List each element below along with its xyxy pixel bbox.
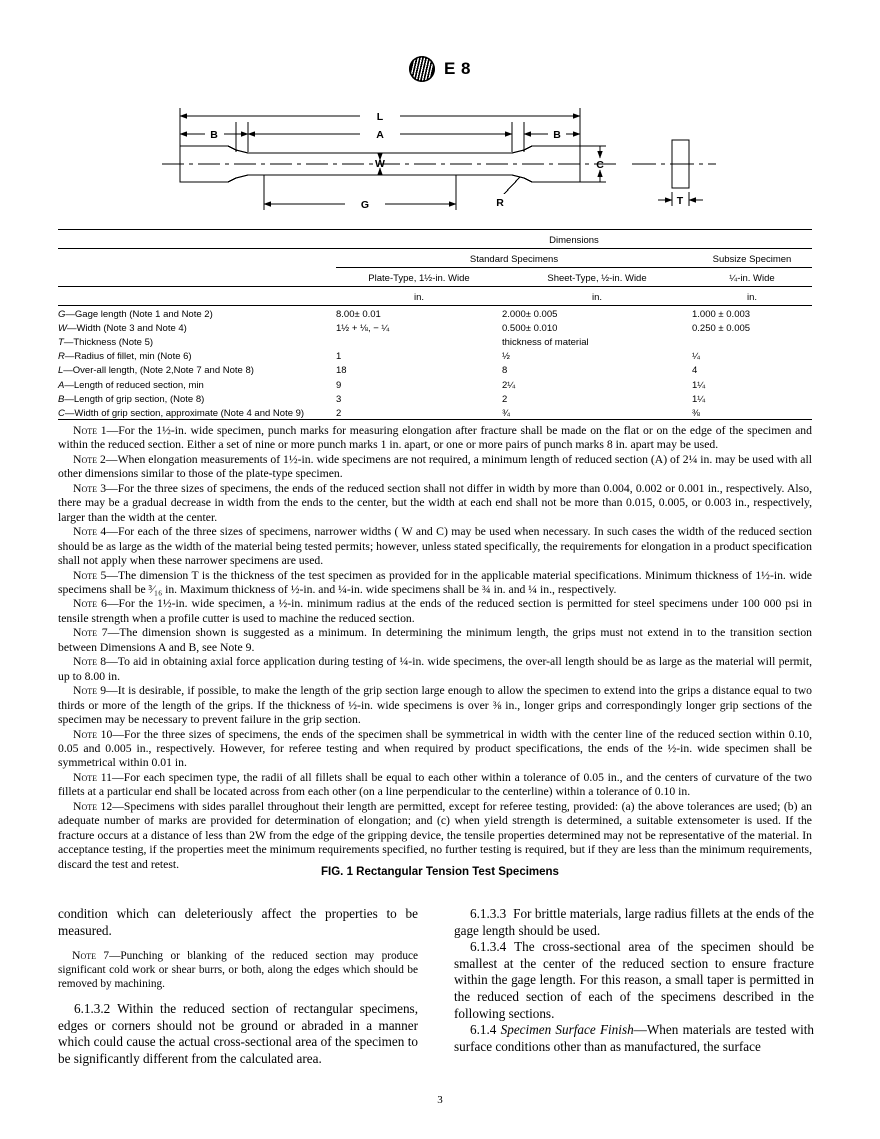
note-number: 10 [100,727,113,741]
row-value-sheet: 8 [502,365,508,377]
note-item [58,771,812,800]
label-grip-left: B [210,129,218,141]
note-label: Note [73,568,97,582]
unit-spacer [58,287,336,306]
section-number: 6.1.3.2 [74,1001,111,1017]
table-row [58,348,812,362]
note-item [58,626,812,655]
note-item [58,728,812,771]
table-row [58,391,812,405]
group-header-subsize: Subsize Specimen [692,249,812,268]
row-label-text: —Length of grip section, (Note 8) [64,393,205,405]
note-number: 4 [100,525,107,539]
row-value-subsize: 0.250 ± 0.005 [692,323,751,335]
unit-sheet: in. [502,287,692,306]
label-grip-width: C [596,159,604,171]
row-value-sheet: ½ [502,351,510,363]
row-label-text: —Gage length (Note 1 and Note 2) [65,309,213,321]
table-row [58,334,812,348]
table-row [58,306,812,321]
dimensions-table [58,229,812,420]
note-label: Note [73,424,97,437]
row-symbol: L [58,365,64,377]
row-label [58,405,336,420]
body-columns [58,906,814,1068]
note-text: —Punching or blanking of the reduced section may produce significant cold work or shear burrs, or both, along the edges which should be removed by machining. [58,950,418,991]
note-text: —The dimension shown is suggested as a minimum. In determining the minimum length, the grips must not extend in to the transition section between Dimensions A and B, see Note 9. [58,626,813,654]
note-number: 12 [100,799,113,813]
note-label: Note [73,481,97,495]
label-reduced-section: A [376,129,384,141]
note-number: 7 [101,626,108,640]
table-title-spacer [58,230,336,249]
note-item [58,597,812,626]
column-header-sheet: Sheet-Type, ½-in. Wide [502,268,692,287]
note-item [58,569,812,598]
note-number: 7 [103,950,110,963]
row-value-sheet: 2 [502,393,508,405]
figure-notes [58,424,812,872]
note-number: 5 [100,568,107,582]
row-label [58,334,336,348]
note-number: 11 [100,770,112,784]
table-group-header-row [58,249,812,268]
row-value-plate: 1½ + ⅛, − ¼ [336,323,390,335]
note-label: Note [72,949,96,963]
section-title: Specimen Surface Finish [500,1022,634,1038]
unit-plate: in. [336,287,502,306]
note-label: Note [73,727,97,741]
row-symbol: T [58,337,64,349]
row-label [58,391,336,405]
note-item [58,525,812,568]
section-paragraph [454,939,814,1022]
paragraph-continuation: condition which can deleteriously affect the properties to be measured. [58,906,418,938]
table-row [58,376,812,390]
specimen-diagram [0,100,880,222]
label-gage-length: G [360,199,370,211]
note-label: Note [73,597,97,611]
row-value-plate: 1 [336,351,342,363]
note-text: —To aid in obtaining axial force application during testing of ¼-in. wide specimens, the over-all length should be as large as the material will permit, up to 8.00 in. [58,655,813,683]
row-value-plate: 18 [336,365,347,377]
table-row [58,320,812,334]
table-unit-row [58,287,812,306]
row-label [58,306,336,321]
column-header-plate: Plate-Type, 1½-in. Wide [336,268,502,287]
section-number: 6.1.3.4 [470,939,507,955]
row-symbol: W [58,323,67,335]
note-item [58,482,812,525]
note-number: 1 [100,424,107,437]
note-text: —For the three sizes of specimens, the ends of the specimen shall be symmetrical in width with the center line of the reduced section within 0.10, 0.05 and 0.005 in., respectively. However, for referee testing and when required by product specifications, the ends of the ½-in. wide specimen shall be symmetrical within 0.01 in. [58,727,813,770]
label-overall-length: L [376,111,384,123]
column-header-spacer [58,268,336,287]
section-paragraph [454,1022,814,1055]
row-value-subsize: 1¼ [692,379,706,391]
row-value-subsize [692,334,812,348]
note-label: Note [73,626,97,640]
row-value-sheet: 0.500± 0.010 [502,323,558,335]
row-value-subsize: 4 [692,365,698,377]
row-value-plate: 9 [336,379,342,391]
note-item [58,424,812,453]
section-text: Within the reduced section of rectangular specimens, edges or corners should not be ground or abraded in a manner which could cause the actual cross-sectional area of the specimen to be significantly different from the calculated area. [58,1001,418,1066]
page-number: 3 [437,1094,443,1106]
row-label-text: —Thickness (Note 5) [63,337,154,349]
row-symbol: C [58,407,65,419]
note-text: —When elongation measurements of 1½-in. wide specimens are not required, a minimum length of reduced section (A) of 2¼ in. may be used with all other dimensions similar to those of the plate-type specimen. [58,452,812,481]
section-number: 6.1.4 [470,1022,497,1038]
row-value-subsize: ⅜ [692,407,700,419]
group-header-spacer [58,249,336,268]
figure-caption: FIG. 1 Rectangular Tension Test Specimens [321,866,559,878]
right-column [454,906,814,1068]
note-label: Note [73,770,97,784]
note-text: —For the 1½-in. wide specimen, punch marks for measuring elongation after fracture shall be made on the flat or on the edge of the specimen and within the reduced section. Either a set of nine or more punch marks 1 in. apart, or one or more pairs of punch marks 8 in. apart may be used. [58,424,812,452]
row-label-text: —Width of grip section, approximate (Note 4 and Note 9) [64,407,305,419]
row-label [58,348,336,362]
row-value-plate: 8.00± 0.01 [336,309,381,321]
note-item [58,684,812,727]
group-header-standard: Standard Specimens [336,249,692,268]
note-item [58,800,812,872]
row-label-text: —Over-all length, (Note 2,Note 7 and Note 8) [63,365,254,377]
note-text: —Specimens with sides parallel throughout their length are permitted, except for referee testing, provided: (a) the above tolerances are used; (b) an adequate number of marks are provided for determination of elongation; and (c) when yield strength is determined, a suitable extensometer is used. If the fracture occurs at a distance of less than 2W from the edge of the gripping device, the tensile properties determined may not be representative of the material. In acceptance testing, if the properties meet the minimum requirements specified, no further testing is required, but if they are less than the minimum requirements, discard the test and retest. [58,799,813,871]
left-column [58,906,418,1068]
row-symbol: G [58,309,66,321]
note-text: —For the three sizes of specimens, the ends of the reduced section shall not differ in width by more than 0.004, 0.002 or 0.001 in., respectively. Also, there may be a gradual decrease in width from the ends to the center, but the width at each end shall not be more than 0.015, 0.005, or 0.003 in., respectively, larger than the width at the center. [58,481,812,524]
section-paragraph [58,1001,418,1067]
note-label: Note [73,452,97,466]
row-label [58,362,336,376]
row-label [58,376,336,390]
row-symbol: A [58,379,65,391]
row-symbol: B [58,393,65,405]
row-label [58,320,336,334]
row-label-text: —Radius of fillet, min (Note 6) [64,351,192,363]
page-header [0,56,880,82]
section-text: —When materials are tested with surface conditions other than as manufactured, the surface [454,1022,815,1054]
table-title-row [58,230,812,249]
note-label: Note [73,799,97,813]
note-item [58,453,812,482]
row-label-text: —Length of reduced section, min [64,379,204,391]
note-text: —It is desirable, if possible, to make the length of the grip section large enough to allow the specimen to extend into the grips a distance equal to two thirds or more of the length of the grips. If the thickness of ½-in. wide specimens is over ⅜ in., longer grips and correspondingly longer grip sections of the specimen may be necessary to prevent failure in the grip section. [58,684,813,727]
column-header-subsize: ¼-in. Wide [692,268,812,287]
table-title: Dimensions [549,235,599,246]
row-value-sheet: thickness of material [502,337,589,349]
specimen-drawing-svg [160,100,720,222]
row-value-plate: 2 [336,407,342,419]
row-value-sheet: ¾ [502,407,510,419]
note-text: —For each of the three sizes of specimens, narrower widths ( W and C) may be used when necessary. In such cases the width of the reduced section should be as large as the width of the material being tested permits; however, unless stated specifically, the requirements for elongation in a product specification shall not apply when these narrower specimens are used. [58,525,812,568]
section-number: 6.1.3.3 [470,906,507,921]
row-value-plate: 3 [336,393,342,405]
row-label-text: —Width (Note 3 and Note 4) [66,323,187,335]
table-row [58,362,812,376]
row-value-subsize: 1¼ [692,393,706,405]
inline-note [58,949,418,991]
unit-subsize: in. [692,287,812,306]
standard-designation: E 8 [443,59,472,78]
row-value-sheet: 2¼ [502,379,516,391]
note-item [58,655,812,684]
table-row [58,405,812,420]
row-value-plate [336,334,502,348]
row-value-subsize: 1.000 ± 0.003 [692,309,751,321]
note-label: Note [73,525,97,539]
note-number: 3 [100,481,107,495]
label-width: W [375,158,385,170]
section-paragraph [454,906,814,939]
row-value-subsize: ¼ [692,351,700,363]
note-label: Note [73,655,97,669]
label-thickness: T [676,195,684,207]
note-number: 8 [100,655,107,669]
row-value-sheet: 2.000± 0.005 [502,309,558,321]
label-grip-right: B [553,129,561,141]
astm-logo-icon [409,56,435,82]
note-label: Note [73,684,97,698]
note-text: —The dimension T is the thickness of the test specimen as provided for in the applicable material specifications. Minimum thickness of 1½-in. wide specimens shall be ³⁄₁₆ in. Maximum thickness of ½-in. and ¼-in. wide specimens shall be ¾ in. and ¼ in., respectively. [58,568,812,596]
table-column-header-row [58,268,812,287]
note-text: —For the 1½-in. wide specimen, a ½-in. minimum radius at the ends of the reduced section is permitted for steel specimens under 100 000 psi in tensile strength when a profile cutter is used to machine the reduced section. [58,597,813,625]
section-text: The cross-sectional area of the specimen should be smallest at the center of the reduced section to ensure fracture within the gage length. For this reason, a small taper is permitted in the reduced section of each of the specimens described in the following sections. [454,939,815,1021]
label-radius: R [496,197,504,209]
row-symbol: R [58,351,65,363]
note-number: 9 [100,684,107,698]
note-text: —For each specimen type, the radii of all fillets shall be equal to each other within a tolerance of 0.05 in., and the centers of curvature of the two fillets at a particular end shall be located across from each other (on a line perpendicular to the centerline) within a tolerance of 0.10 in. [58,770,813,799]
section-text: For brittle materials, large radius fillets at the ends of the gage length should be used. [454,906,815,938]
note-number: 6 [101,597,107,611]
note-number: 2 [99,452,106,466]
